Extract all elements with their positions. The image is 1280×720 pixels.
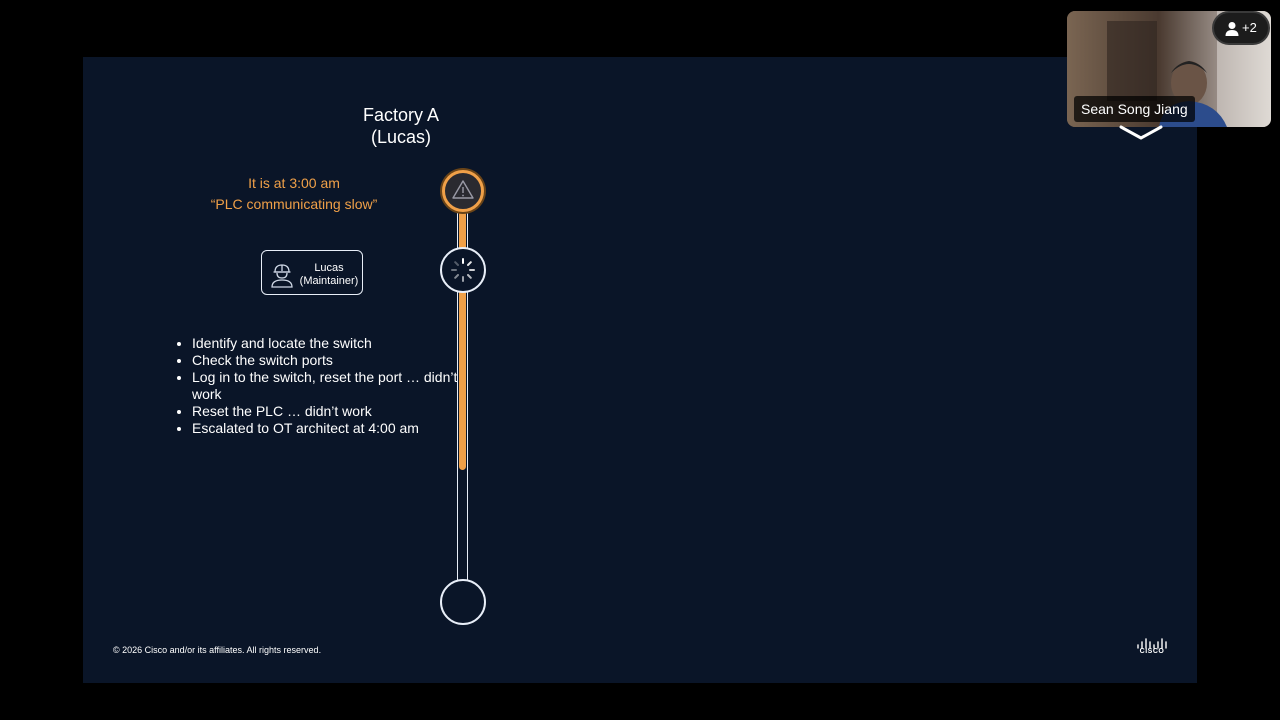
- persona-name-line-2: (Maintainer): [299, 275, 359, 287]
- factory-title-line-2: (Lucas): [370, 127, 432, 147]
- speaker-name-label: Sean Song Jiang: [1074, 96, 1195, 122]
- factory-title-line-1: Factory A: [362, 105, 440, 125]
- action-item: • Reset the PLC … didn’t work: [192, 403, 472, 420]
- alert-time: It is at 3:00 am: [248, 175, 340, 191]
- action-item: • Escalated to OT architect at 4:00 am: [192, 420, 472, 437]
- persona-name: [298, 262, 360, 288]
- loading-spinner-icon: [442, 249, 484, 291]
- action-item: • Identify and locate the switch: [192, 335, 472, 352]
- copyright-notice: © 2026 Cisco and/or its affiliates. All rights reserved.: [113, 645, 322, 655]
- presentation-slide: [83, 57, 1197, 683]
- alert-message: [183, 173, 405, 215]
- action-list: [174, 335, 472, 437]
- persona-name-line-1: Lucas: [314, 262, 344, 274]
- person-icon: [1225, 21, 1239, 37]
- participant-count: +2: [1242, 20, 1257, 35]
- timeline-node-end: [440, 579, 486, 625]
- warning-triangle-icon: [445, 173, 481, 209]
- cisco-logo-text: CISCO: [1139, 648, 1165, 655]
- timeline-node-alert: [442, 170, 484, 212]
- action-item: • Check the switch ports: [192, 352, 472, 369]
- alert-quote: “PLC communicating slow”: [210, 196, 378, 212]
- action-item: • Log in to the switch, reset the port … didn’t work: [192, 369, 472, 403]
- factory-title: [353, 104, 449, 148]
- participants-badge[interactable]: [1212, 11, 1270, 45]
- timeline-progress-fill: [459, 205, 466, 470]
- timeline-node-in-progress: [440, 247, 486, 293]
- chevron-down-icon[interactable]: [1118, 124, 1164, 142]
- cisco-logo: [1136, 637, 1168, 657]
- persona-card: [261, 250, 363, 295]
- worker-hardhat-icon: [268, 260, 296, 288]
